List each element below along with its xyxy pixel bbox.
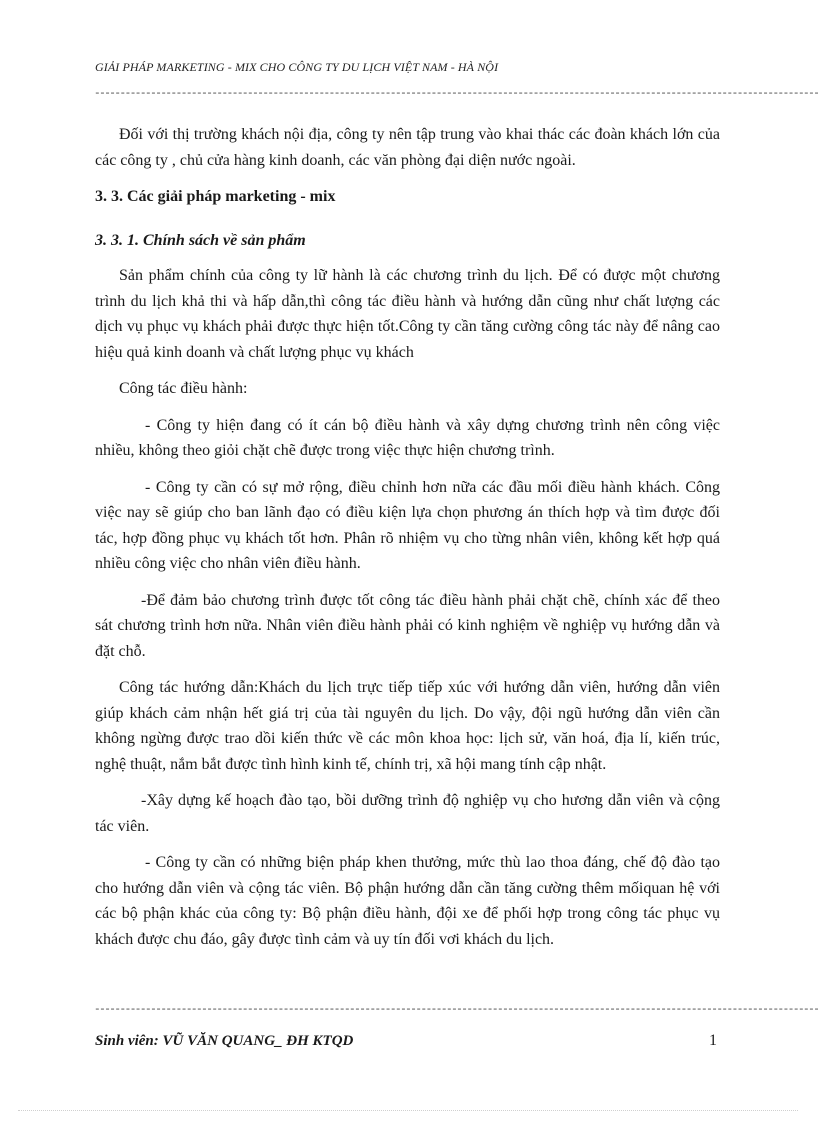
page-number: 1 [709, 1032, 717, 1049]
paragraph-guiding: Công tác hướng dẫn:Khách du lịch trực tiếp tiếp xúc với hướng dẫn viên, hướng dẫn viên giúp khách cảm nhận hết giá trị của tài nguyên du lịch. Do vậy, đội ngũ hướng dẫn viên cần không ngừng được trao dồi kiến thức về các môn khoa học: lịch sử, văn hoá, địa lí, kiến trúc, nghệ thuật, nắm bắt được tình hình kinh tế, chính trị, xã hội mang tính cập nhật. [95, 679, 720, 773]
paragraph-domestic-market: Đối với thị trường khách nội địa, công ty nên tập trung vào khai thác các đoàn khách lớn của các công ty , chủ cửa hàng kinh doanh, các văn phòng đại diện nước ngoài. [95, 126, 720, 169]
paragraph-operations-3: -Để đảm bảo chương trình được tốt công tác điều hành phải chặt chẽ, chính xác để theo sát chương trình hơn nữa. Nhân viên điều hành phải có kinh nghiệm về nghiệp vụ hướng dẫn và đặt chỗ. [95, 591, 720, 660]
paragraph-operations-1: - Công ty hiện đang có ít cán bộ điều hành và xây dựng chương trình nên công việc nhiều, không theo giỏi chặt chẽ được trong việc thực hiện chương trình. [95, 416, 720, 459]
running-header: GIẢI PHÁP MARKETING - MIX CHO CÔNG TY DU LỊCH VIỆT NAM - HÀ NỘI [95, 60, 499, 74]
section-heading: 3. 3. Các giải pháp marketing - mix [95, 188, 336, 205]
body-text [95, 122, 720, 963]
subsection-heading: 3. 3. 1. Chính sách về sản phẩm [95, 231, 306, 249]
paragraph-operations-2: - Công ty cần có sự mở rộng, điều chỉnh hơn nữa các đầu mối điều hành khách. Công việc nay sẽ giúp cho ban lãnh đạo có điều kiện lựa chọn phương án thích hợp và tìm được đối tác, hợp đồng phục vụ khách tốt hơn. Phân rõ nhiệm vụ cho từng nhân viên, không kết hợp quá nhiều công việc cho nhân viên điều hành. [95, 478, 720, 572]
paragraph-operations-label: Công tác điều hành: [119, 380, 248, 397]
paragraph-guiding-1: -Xây dựng kế hoạch đào tạo, bồi dưỡng trình độ nghiệp vụ cho hương dẫn viên và cộng tác viên. [95, 792, 720, 835]
footer-divider: ---------------------------------------------------------------------------------------------------------------------------------------------- [94, 1004, 818, 1016]
header-divider: ---------------------------------------------------------------------------------------------------------------------------------------------- [94, 88, 818, 100]
paragraph-guiding-2: - Công ty cần có những biện pháp khen thưởng, mức thù lao thoa đáng, chế độ đào tạo cho hướng dẫn viên và cộng tác viên. Bộ phận hướng dẫn cần tăng cường thêm mốiquan hệ với các bộ phận khác của công ty: Bộ phận điều hành, đội xe để phối hợp trong công tác phục vụ khách được chu đáo, gây được tình cảm và uy tín đối vơi khách du lịch. [95, 854, 720, 948]
paragraph-products: Sản phẩm chính của công ty lữ hành là các chương trình du lịch. Để có được một chương trình du lịch khả thi và hấp dẫn,thì công tác điều hành và hướng dẫn cũng như chất lượng các dịch vụ phục vụ khách phải được thực hiện tốt.Công ty cần tăng cường công tác này để nâng cao hiệu quả kinh doanh và chất lượng phục vụ khách [95, 267, 720, 361]
footer-author: Sinh viên: VŨ VĂN QUANG_ ĐH KTQD [95, 1033, 354, 1049]
page-bottom-edge [18, 1110, 798, 1112]
